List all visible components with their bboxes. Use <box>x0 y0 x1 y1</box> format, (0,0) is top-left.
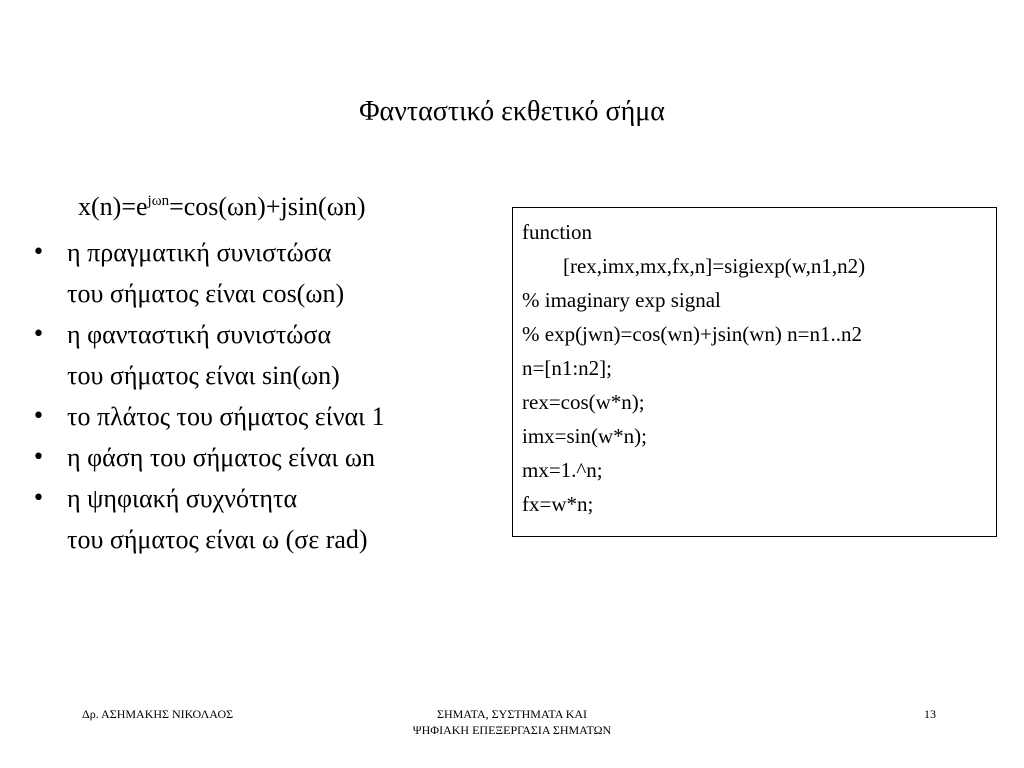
bullet-text-continued: του σήματος είναι sin(ωn) <box>67 361 340 390</box>
bullet-item <box>32 437 502 478</box>
bullet-dot-icon: • <box>32 445 45 470</box>
bullet-list <box>32 232 502 560</box>
code-line: fx=w*n; <box>522 492 594 516</box>
bullet-item <box>32 232 502 314</box>
code-line: % imaginary exp signal <box>522 288 721 312</box>
bullet-text: η φανταστική συνιστώσα <box>67 320 332 349</box>
footer-course <box>312 706 712 738</box>
formula-exponent: jωn <box>147 193 170 209</box>
bullet-dot-icon: • <box>32 486 45 511</box>
code-line: function <box>522 220 592 244</box>
footer-course-line1: ΣΗΜΑΤΑ, ΣΥΣΤΗΜΑΤΑ ΚΑΙ <box>436 707 588 721</box>
bullet-dot-icon: • <box>32 404 45 429</box>
bullet-text: η πραγματική συνιστώσα <box>67 238 332 267</box>
bullet-text: το πλάτος του σήματος είναι 1 <box>67 402 385 431</box>
slide-title: Φανταστικό εκθετικό σήμα <box>359 96 665 127</box>
bullet-dot-icon: • <box>32 240 45 265</box>
code-line: mx=1.^n; <box>522 458 603 482</box>
bullet-text-continued: του σήματος είναι cos(ωn) <box>67 279 345 308</box>
bullet-item <box>32 396 502 437</box>
formula-prefix: x(n)=e <box>78 192 148 221</box>
code-line: imx=sin(w*n); <box>522 424 648 448</box>
code-box <box>512 207 997 537</box>
code-line: rex=cos(w*n); <box>522 390 645 414</box>
code-line: [rex,imx,mx,fx,n]=sigiexp(w,n1,n2) <box>563 254 866 278</box>
code-line: % exp(jwn)=cos(wn)+jsin(wn) n=n1..n2 <box>522 322 862 346</box>
bullet-item <box>32 314 502 396</box>
footer-author: Δρ. ΑΣΗΜΑΚΗΣ ΝΙΚΟΛΑΟΣ <box>82 707 234 721</box>
bullet-text-continued: του σήματος είναι ω (σε rad) <box>67 525 368 554</box>
bullet-text: η φάση του σήματος είναι ωn <box>67 443 375 472</box>
footer-course-line2: ΨΗΦΙΑΚΗ ΕΠΕΞΕΡΓΑΣΙΑ ΣΗΜΑΤΩΝ <box>412 723 612 737</box>
formula <box>78 191 366 227</box>
bullet-dot-icon: • <box>32 322 45 347</box>
code-line: n=[n1:n2]; <box>522 356 612 380</box>
page-number: 13 <box>924 707 936 721</box>
formula-suffix: =cos(ωn)+jsin(ωn) <box>169 192 366 221</box>
bullet-item <box>32 478 502 560</box>
bullet-text: η ψηφιακή συχνότητα <box>67 484 298 513</box>
